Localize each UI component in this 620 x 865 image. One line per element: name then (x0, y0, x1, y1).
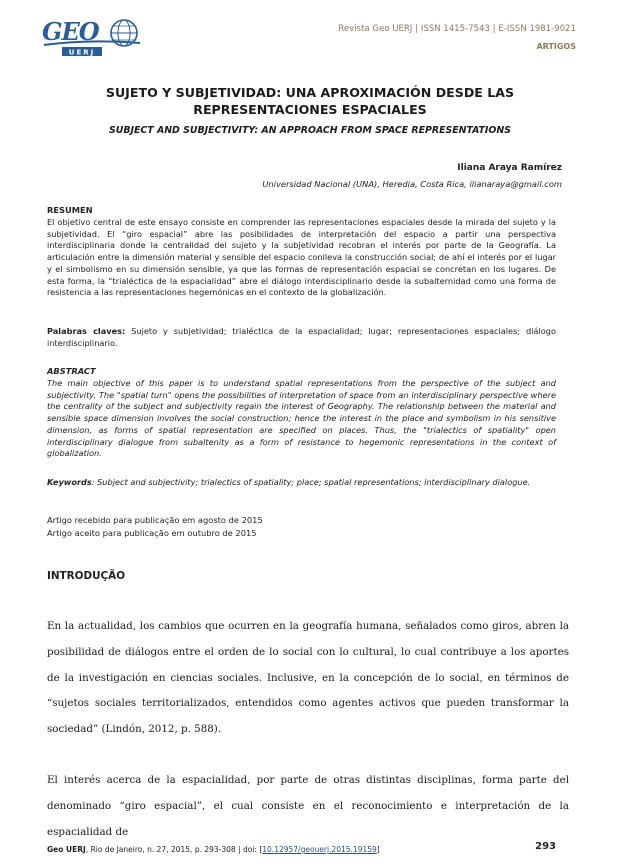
logo-geo-text: GEO (42, 18, 99, 46)
page-header (0, 0, 620, 60)
article-title: SUJETO Y SUBJETIVIDAD: UNA APROXIMACIÓN DESDE LAS REPRESENTACIONES ESPACIALES (105, 85, 515, 117)
keywords-text: : Subject and subjectivity; trialectics of spatiality; place; spatial representations; interdisciplinary dialogue. (91, 477, 531, 487)
abstract-heading: ABSTRACT (47, 366, 96, 376)
section-label: ARTIGOS (536, 42, 576, 51)
author-affiliation: Universidad Nacional (UNA), Heredia, Costa Rica, ilianaraya@gmail.com (262, 179, 562, 189)
abstract-text: The main objective of this paper is to understand spatial representations from the perspective of the subject and subjectivity. The "spatial turn" opens the possibilities of interpretation of space from an interdisciplinary perspective where the centrality of the subject and subjectivity regain the interest of Geography. The relationship between the material and sensible space dimension involves the social construction; hence the interest in the place and symbolism in his sensitive dimension, as forms of spatial representation are specified on places. Thus, the "trialectics of spatiality" open interdisciplinary dialogue from subaltenity as a form of resistance to hegemonic representations in the context of globalization. (47, 378, 556, 459)
footer-citation: , Rio de Janeiro, n. 27, 2015, p. 293-308 | doi: (85, 845, 260, 854)
palabras-claves-text: Sujeto y subjetividad; trialéctica de la espacialidad; lugar; representaciones espaciales; diálogo interdisciplinario. (47, 326, 556, 348)
intro-paragraph-1: En la actualidad, los cambios que ocurren en la geografía humana, señalados como giros, abren la posibilidad de diálogos entre el orden de lo social con lo cultural, lo cual contribuye a los aportes de la investigación en ciencias sociales. Inclusive, en la concepción de lo social, en términos de “sujetos sociales territorializados, entendidos como agentes activos que pueden transformar la sociedad” (Lindón, 2012, p. 588). (47, 620, 569, 736)
palabras-claves (47, 326, 556, 349)
article-dates (47, 514, 263, 539)
intro-paragraph-2: El interés acerca de la espacialidad, por parte de otras distintas disciplinas, forma parte del denominado “giro espacial”, el cual consiste en el reconocimiento e interpretación de la espacialidad de (47, 774, 569, 838)
resumen-heading: RESUMEN (47, 205, 93, 215)
page-footer: Geo UERJ, Rio de Janeiro, n. 27, 2015, p. 293-308 | doi: [10.12957/geouerj.2015.19159] (47, 845, 380, 854)
logo-uerj-text: UERJ (68, 48, 96, 57)
journal-info: Revista Geo UERJ | ISSN 1415-7543 | E-ISSN 1981-9021 (338, 23, 576, 33)
article-title-english: SUBJECT AND SUBJECTIVITY: AN APPROACH FROM SPACE REPRESENTATIONS (109, 125, 511, 136)
keywords-label: Keywords (47, 477, 92, 487)
keywords (47, 477, 556, 489)
doi-link[interactable]: 10.12957/geouerj.2015.19159 (262, 845, 377, 854)
footer-journal: Geo UERJ (47, 845, 86, 854)
date-received: Artigo recebido para publicação em agosto de 2015 (47, 515, 263, 525)
intro-heading: INTRODUÇÃO (47, 570, 126, 582)
geo-uerj-logo (40, 18, 145, 58)
resumen-text: El objetivo central de este ensayo consiste en comprender las representaciones espaciales desde la mirada del sujeto y la subjetividad. El “giro espacial” abre las posibilidades de interpretación del espacio a partir una perspectiva interdisciplinaria donde la centralidad del sujeto y la subjetividad recobran el interés por parte de la Geografía. La articulación entre la dimensión material y sensible del espacio conlleva la construcción social; de ahí el interés por el lugar y el simbolismo en su dimensión sensible, ya que las formas de representación espacial se concretan en los lugares. De esta forma, la “trialéctica de la espacialidad” abre el diálogo interdisciplinario desde la subalternidad como una forma de resistencia a las representaciones hegemónicas en el contexto de la globalización. (47, 217, 556, 298)
page-number: 293 (535, 841, 556, 852)
palabras-claves-label: Palabras claves: (47, 326, 126, 336)
date-accepted: Artigo aceito para publicação em outubro de 2015 (47, 527, 257, 538)
author-name: Iliana Araya Ramírez (457, 163, 562, 173)
